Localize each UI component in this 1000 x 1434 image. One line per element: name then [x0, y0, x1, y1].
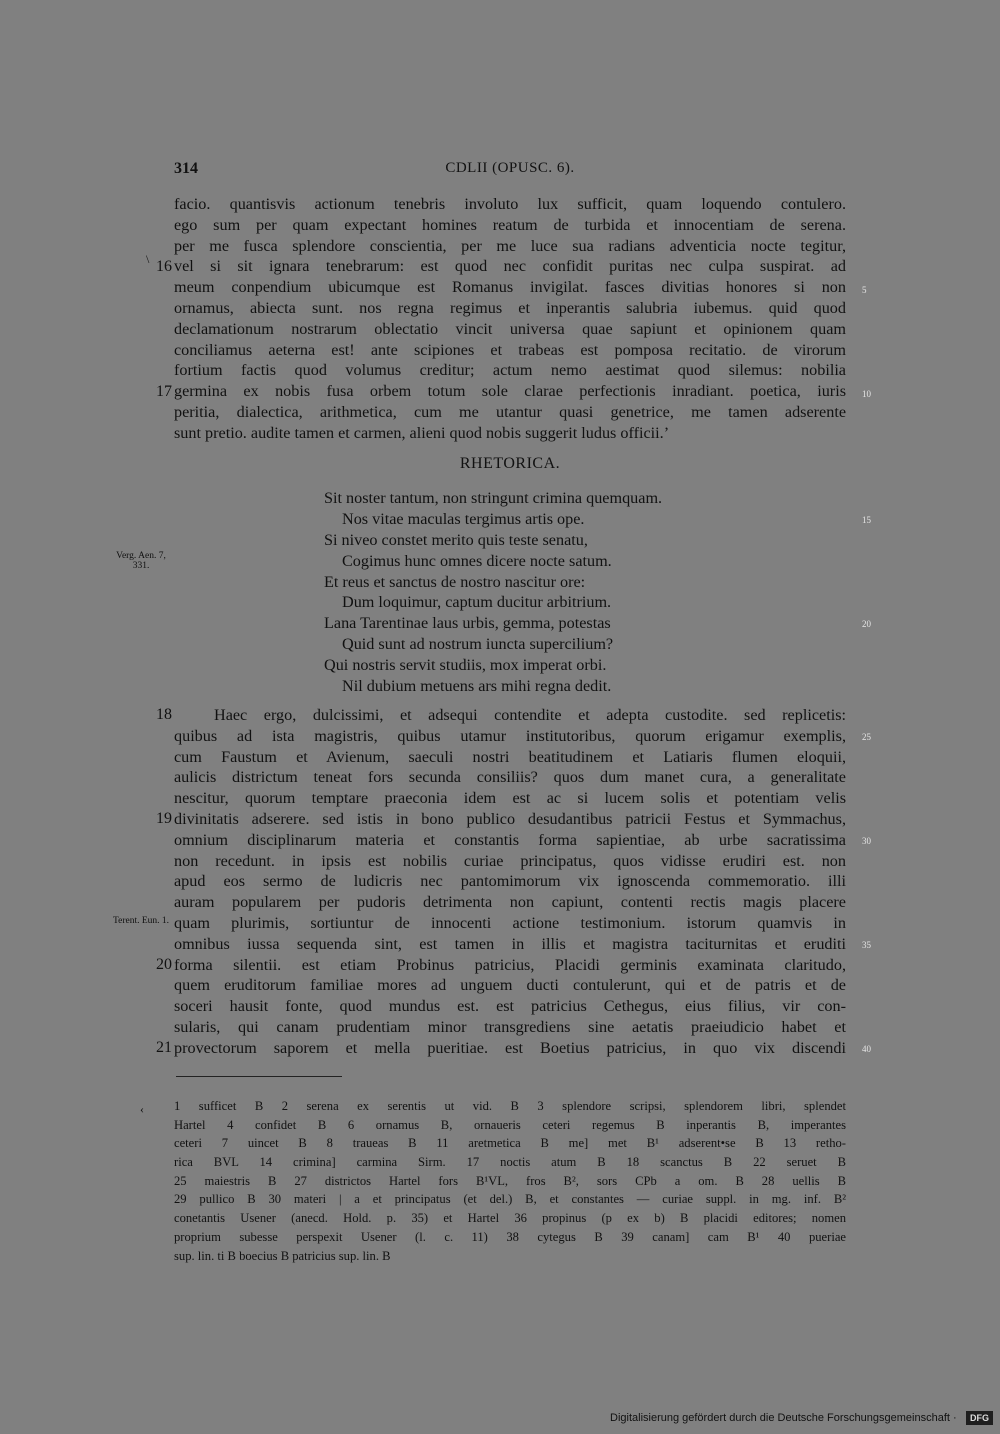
verse-line: Et reus et sanctus de nostro nascitur ore:	[324, 572, 586, 591]
footnote-line: 1 sufficet B 2 serena ex serentis ut vid. B 3 splendore scripsi, splendorem libri, splendet	[174, 1099, 846, 1113]
running-title: CDLII (OPUSC. 6).	[445, 160, 575, 176]
section-number: 19	[156, 810, 172, 827]
text-line: sularis, qui canam prudentiam minor transgrediens sine aetatis praeiudicio habet et	[174, 1017, 846, 1036]
verse-line: Nos vitae maculas tergimus artis ope.	[342, 509, 585, 528]
prose-block-1	[174, 194, 846, 476]
text-line: ornamus, abiecta sunt. nos regna regimus et inperantis salubria iubemus. quid quod	[174, 298, 846, 317]
text-line: vel si sit ignara tenebrarum: est quod nec confidit puritas nec culpa suspirat. ad	[174, 257, 846, 276]
footnote-line: proprium subesse perspexit Usener (l. c. 11) 38 cytegus B 39 canam] cam B¹ 40 pueriae	[174, 1229, 846, 1244]
line-number: 30	[862, 836, 871, 846]
line-number: 5	[862, 285, 867, 295]
text-line: nescitur, quorum temptare praeconia idem est ac si lucem solis et potentiam velis	[174, 789, 846, 808]
margin-mark: \	[146, 252, 150, 266]
footnote-line: 25 maiestris B 27 districtos Hartel fors B¹VL, fros B², sors CPb a om. B 28 uellis B	[174, 1173, 846, 1188]
text-line: meum conpendium ubicumque est Romanus invigilat. fasces divitias honores si non	[174, 278, 846, 297]
text-line: declamationum nostrarum oblectatio vincit universa quae sapiunt et opinionem quam	[174, 319, 846, 338]
text-line: germina ex nobis fusa orbem totum sole clarae perfectionis inradiant. poetica, iuris	[174, 382, 846, 401]
line-number: 25	[862, 732, 871, 742]
footnote-line: Hartel 4 confidet B 6 ornamus B, ornaueris ceteri regemus B inperantis B, imperantes	[174, 1117, 846, 1132]
footnote-line: 29 pullico B 30 materi | a et principatus (et del.) B, et constantes — curiae suppl. in mg. inf. B²	[174, 1192, 846, 1207]
page-header	[174, 160, 846, 184]
line-number: 40	[862, 1044, 871, 1054]
section-number: 17	[156, 383, 172, 400]
verse-line: Lana Tarentinae laus urbis, gemma, potestas	[324, 614, 611, 633]
verse-line: Cogimus hunc omnes dicere nocte satum.	[342, 551, 612, 570]
section-number: 16	[156, 258, 172, 275]
text-line: divinitatis adserere. sed istis in bono publico desudantibus patricii Festus et Symmachus,	[174, 809, 846, 828]
section-heading: RHETORICA.	[459, 454, 561, 472]
dfg-logo: DFG	[966, 1411, 993, 1425]
verse-line: Quid sunt ad nostrum iuncta supercilium?	[342, 635, 614, 654]
verse-line: Sit noster tantum, non stringunt crimina quemquam.	[324, 489, 663, 507]
verse-block	[174, 488, 846, 697]
text-line: conciliamus aeterna est! ante scipiones et trabeas est pomposa recitatio. de virorum	[174, 340, 846, 359]
marginal-reference: Terent. Eun. 1.	[112, 916, 170, 926]
text-line: Haec ergo, dulcissimi, et adsequi contendite et adepta custodite. sed replicetis:	[214, 706, 846, 724]
text-line: forma silentii. est etiam Probinus patricius, Placidi germinis examinata claritudo,	[174, 955, 846, 974]
text-line: soceri hausit fonte, quod mundus est. est patricius Cethegus, eius filius, vir con-	[174, 997, 846, 1016]
prose-block-2	[174, 705, 846, 1059]
marginal-reference: Verg. Aen. 7, 331.	[116, 551, 166, 571]
text-line: facio. quantisvis actionum tenebris involuto lux sufficit, quam loquendo contulero.	[174, 195, 846, 213]
verse-line: Qui nostris servit studiis, mox imperat orbi.	[324, 656, 607, 675]
section-number: 20	[156, 956, 172, 973]
footnote-line: ceteri 7 uincet B 8 traueas B 11 aretmetica B me] met B¹ adserent•se B 13 retho-	[174, 1136, 846, 1151]
verse-line: Si niveo constet merito quis teste senatu,	[324, 530, 588, 549]
line-number: 35	[862, 940, 871, 950]
verse-line: Dum loquimur, captum ducitur arbitrium.	[342, 593, 612, 612]
section-number: 18	[156, 706, 172, 723]
section-number: 21	[156, 1039, 172, 1056]
text-line: per me fusca splendore conscientia, per me luce sua radians adventicia nocte tegitur,	[174, 236, 846, 255]
text-line: sunt pretio. audite tamen et carmen, alieni quod nobis suggerit ludus officii.’	[174, 423, 670, 442]
footnote-line: conetantis Usener (anecd. Hold. p. 35) et Hartel 36 propinus (p ex b) B placidi editores; nomen	[174, 1211, 846, 1226]
text-line: omnibus iussa sequenda sint, est tamen in illis et magistra taciturnitas et eruditi	[174, 934, 846, 953]
text-line: quem eruditorum familiae mores ad unguem ducti contulerunt, qui et de patris et de	[174, 976, 846, 995]
line-number: 15	[862, 515, 871, 525]
footnote-line: sup. lin. ti B boecius B patricius sup. lin. B	[174, 1248, 391, 1263]
text-line: aulicis districtum teneat fors secunda consiliis? quos dum manet cura, a generalitate	[174, 768, 846, 787]
text-line: apud eos sermo de ludicris nec pantomimorum vix ignoscenda commemoratio. illi	[174, 872, 846, 891]
text-line: quibus ad ista magistris, quibus utamur institutoribus, quorum erigamur exemplis,	[174, 726, 846, 745]
text-line: auram popularem per pudoris detrimenta non capiunt, contenti rectis magis placere	[174, 893, 846, 912]
margin-mark: ‹	[140, 1102, 144, 1116]
page-number: 314	[174, 160, 198, 177]
text-line: provectorum saporem et mella pueritiae. est Boetius patricius, in quo vix discendi	[174, 1038, 846, 1057]
critical-apparatus	[174, 1097, 846, 1265]
line-number: 10	[862, 389, 871, 399]
line-number: 20	[862, 619, 871, 629]
text-line: peritia, dialectica, arithmetica, cum me utantur quasi genetrice, me tamen adserente	[174, 402, 846, 421]
text-line: cum Faustum et Avienum, saeculi nostri beatitudinem et Latiaris flumen eloquii,	[174, 747, 846, 766]
footnote-rule	[176, 1076, 342, 1077]
text-line: fortium factis quod volumus creditur; actum nemo aestimat quod silemus: nobilia	[174, 361, 846, 380]
text-line: non recedunt. in ipsis est nobilis curiae principatus, quos vidisse erudiri est. non	[174, 851, 846, 870]
text-line: quam plurimis, sortiuntur de innocenti actione testimonium. istorum quamvis in	[174, 913, 846, 932]
verse-line: Nil dubium metuens ars mihi regna dedit.	[342, 677, 612, 696]
text-line: omnium disciplinarum materia et constantis forma sapientiae, ab urbe sacratissima	[174, 830, 846, 849]
footnote-line: rica BVL 14 crimina] carmina Sirm. 17 noctis atum B 18 scanctus B 22 seruet B	[174, 1155, 846, 1170]
text-line: ego sum per quam expectant homines reatum de turbida et innocentiam de serena.	[174, 215, 846, 234]
funding-credit: Digitalisierung gefördert durch die Deutsche Forschungsgemeinschaft ·	[610, 1412, 957, 1424]
